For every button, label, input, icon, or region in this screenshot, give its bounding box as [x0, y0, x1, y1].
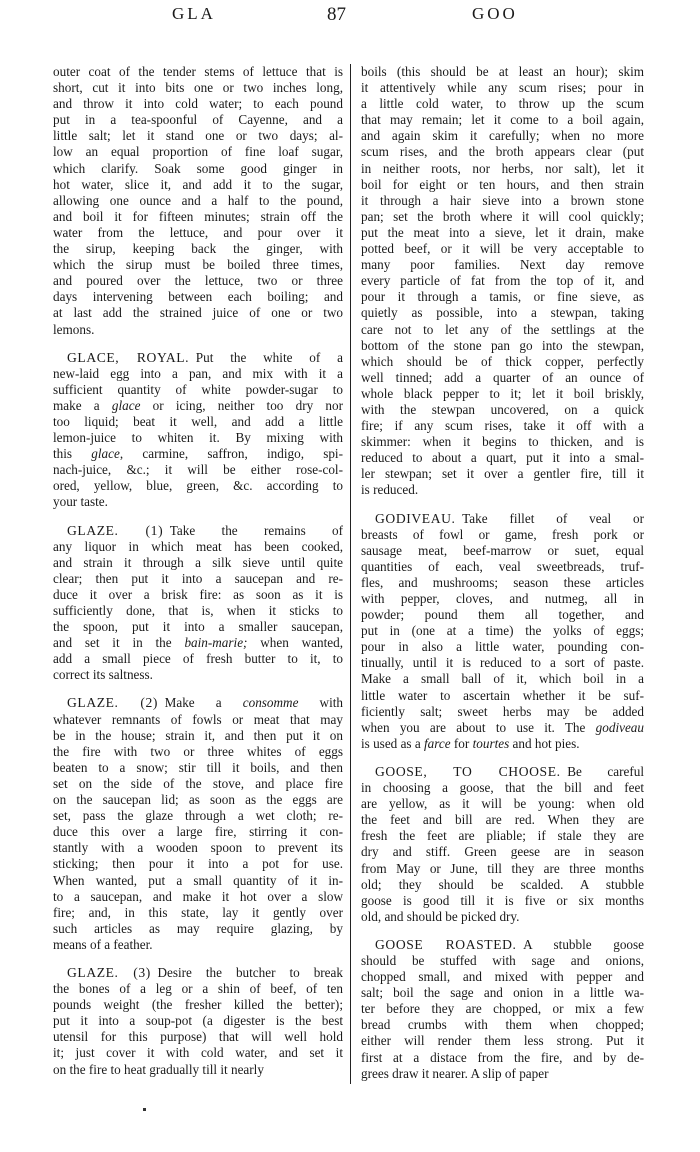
text-line: [361, 64, 644, 80]
line-text: every particle of fat from the top of it, and: [361, 273, 644, 289]
text-line: [361, 482, 644, 498]
text-line: [361, 177, 644, 193]
line-text: with pepper, cloves, and nutmeg, all in: [361, 591, 644, 606]
line-text: should be stuffed with sage and onions,: [361, 952, 644, 968]
text-line: [53, 667, 343, 683]
line-text: outer coat of the tender stems of lettuce that is: [53, 64, 343, 79]
text-line: [53, 728, 343, 744]
line-text: Put the white of a: [195, 349, 343, 365]
left-column: [53, 64, 343, 1090]
line-text: are yellow, as it will be young: when old: [361, 796, 644, 812]
line-text: low an equal proportion of fine loaf sugar,: [53, 144, 343, 160]
line-text: and strain it through a silk sieve until quite: [53, 554, 343, 570]
line-text: breasts of fowl or game, fresh pork or: [361, 526, 644, 542]
text-line: [53, 840, 343, 856]
text-line: [361, 450, 644, 466]
line-text: whole black pepper to it; let it boil briskly,: [361, 385, 644, 401]
line-text: from May or June, till they are three months: [361, 860, 644, 876]
text-line: [53, 873, 343, 889]
text-line: [361, 209, 644, 225]
line-text: the bones of a leg or a shin of beef, of ten: [53, 981, 343, 997]
line-text: beaten to a snow; stir till it boils, and then: [53, 759, 343, 775]
text-line: [53, 398, 343, 414]
text-line: [361, 969, 644, 985]
text-line: [53, 965, 343, 981]
text-line: [361, 402, 644, 418]
line-text: first at a distace from the fire, and by de-: [361, 1049, 644, 1065]
text-line: [361, 128, 644, 144]
text-line: [53, 921, 343, 937]
text-line: [53, 112, 343, 128]
line-text: set on the side of the stove, and place fire: [53, 775, 343, 791]
text-line: [53, 776, 343, 792]
line-text: Make a consomme with: [164, 695, 343, 711]
text-line: [361, 96, 644, 112]
line-text: a little cold water, to throw up the scum: [361, 96, 644, 112]
line-text: new-laid egg into a pan, and mix with it a: [53, 365, 343, 381]
line-text: and throw it into cold water; to each pound: [53, 96, 343, 112]
text-line: [53, 462, 343, 478]
text-line: [53, 1013, 343, 1029]
text-line: [361, 736, 644, 752]
line-text: days intervening between each boiling; and: [53, 289, 343, 305]
text-line: [53, 430, 343, 446]
text-line: [361, 764, 644, 780]
text-line: [53, 539, 343, 555]
line-text: to a saucepan, and make it hot over a slow: [53, 888, 343, 904]
line-text: Be careful: [567, 763, 644, 779]
line-text: bread crumbs with them when chopped;: [361, 1017, 644, 1033]
text-line: [361, 937, 644, 953]
text-line: [53, 981, 343, 997]
text-line: [361, 257, 644, 273]
text-line: [361, 844, 644, 860]
text-line: [361, 354, 644, 370]
text-line: [53, 571, 343, 587]
text-line: [361, 1066, 644, 1082]
line-text: and again skim it carefully; when no more: [361, 128, 644, 144]
text-line: [53, 177, 343, 193]
text-line: [361, 1017, 644, 1033]
text-line: [53, 257, 343, 273]
line-text: fles, and mushrooms; season these articles: [361, 574, 644, 590]
line-text: pan; set the broth where it will cool quickly;: [361, 208, 644, 224]
text-line: [53, 712, 343, 728]
text-line: [53, 1062, 343, 1078]
right-guide-word: GOO: [472, 4, 518, 23]
text-line: [361, 909, 644, 925]
right-column: [361, 64, 644, 1094]
text-line: [53, 96, 343, 112]
text-line: [361, 1033, 644, 1049]
text-line: [53, 997, 343, 1013]
text-line: [361, 812, 644, 828]
line-text: when you are about to use it. The godiveau: [361, 719, 644, 735]
line-text: powder; pound them all together, and: [361, 607, 644, 623]
left-guide-word: GLA: [172, 4, 216, 23]
line-text: with the stewpan uncovered, on a quick: [361, 401, 644, 417]
line-text: in neither roots, nor herbs, nor salt), let it: [361, 160, 644, 176]
text-line: [361, 575, 644, 591]
line-text: hot water, slice it, and add it to the sugar,: [53, 176, 343, 192]
recipe-entry: [361, 764, 644, 925]
text-line: [361, 861, 644, 877]
text-line: [53, 322, 343, 338]
text-line: [53, 905, 343, 921]
text-line: [53, 80, 343, 96]
text-line: [53, 144, 343, 160]
text-line: [361, 720, 644, 736]
text-line: [53, 494, 343, 510]
text-line: [361, 828, 644, 844]
text-line: [53, 128, 343, 144]
entry-heading: GLAZE. (3): [67, 964, 151, 980]
line-text: set, pass the glaze through a wet cloth; re-: [53, 808, 343, 824]
text-line: [53, 225, 343, 241]
line-text: reduced to about a quart, put it into a smal-: [361, 450, 644, 466]
line-text: add a small piece of fresh butter to it, to: [53, 651, 343, 667]
line-text: is reduced.: [361, 482, 419, 498]
line-text: bottom of the stone pan go into the stewpan,: [361, 337, 644, 353]
text-line: [53, 760, 343, 776]
line-text: allowing one ounce and a half to the pound,: [53, 192, 343, 208]
text-line: [361, 144, 644, 160]
line-text: utensil for this purpose) that will well hold: [53, 1029, 343, 1045]
text-line: [53, 414, 343, 430]
line-text: means of a feather.: [53, 936, 153, 952]
text-line: [361, 639, 644, 655]
line-text: quantities of each, veal sweetbreads, truf-: [361, 558, 644, 574]
text-line: [53, 289, 343, 305]
line-text: pour it through a tamis, or fine sieve, as: [361, 289, 644, 305]
text-line: [53, 446, 343, 462]
line-text: in choosing a goose, that the bill and feet: [361, 780, 644, 796]
recipe-entry: [361, 937, 644, 1082]
text-line: [361, 370, 644, 386]
line-text: lemons.: [53, 321, 95, 337]
line-text: correct its saltness.: [53, 667, 153, 683]
text-line: [361, 322, 644, 338]
line-text: dry and stiff. Green geese are in season: [361, 844, 644, 860]
line-text: Make a small ball of it, which boil in a: [361, 671, 644, 687]
text-line: [53, 161, 343, 177]
line-text: put in (one at a time) the yolks of eggs;: [361, 623, 644, 639]
line-text: it; just cover it with cold water, and set it: [53, 1045, 343, 1061]
line-text: stantly with a wooden spoon to prevent its: [53, 840, 343, 856]
line-text: the spoon, put it into a smaller saucepan,: [53, 619, 343, 635]
running-header: [0, 4, 700, 28]
text-line: [53, 651, 343, 667]
text-line: [53, 478, 343, 494]
line-text: sufficiently done, that is, when it sticks to: [53, 603, 343, 618]
line-text: grees draw it nearer. A slip of paper: [361, 1065, 549, 1081]
line-text: make a glace or icing, neither too dry nor: [53, 397, 343, 413]
line-text: ler stewpan; set it over a gentler fire, till it: [361, 466, 644, 482]
text-line: [53, 856, 343, 872]
text-line: [361, 543, 644, 559]
text-line: [361, 953, 644, 969]
line-text: ficiently salt; sweet herbs may be added: [361, 703, 644, 719]
text-line: [53, 808, 343, 824]
line-text: such articles as may require glazing, by: [53, 920, 343, 936]
line-text: little water to ascertain whether it be suf-: [361, 687, 644, 703]
line-text: it attentively while any scum rises; pour in: [361, 80, 644, 96]
line-text: nach-juice, &c.; it will be either rose-col-: [53, 462, 343, 478]
entry-heading: GOOSE, TO CHOOSE.: [375, 763, 561, 779]
line-text: duce it over a brisk fire: as soon as it is: [53, 586, 343, 602]
recipe-entry: [53, 695, 343, 953]
text-line: [53, 695, 343, 711]
text-line: [361, 225, 644, 241]
line-text: pour in also a little water, pounding con-: [361, 639, 644, 655]
text-line: [361, 386, 644, 402]
text-line: [53, 555, 343, 571]
text-line: [53, 792, 343, 808]
line-text: and boil it for fifteen minutes; strain off the: [53, 208, 343, 224]
text-line: [361, 338, 644, 354]
line-text: well tinned; add a quarter of an ounce of: [361, 369, 644, 385]
text-line: [361, 193, 644, 209]
text-line: [361, 305, 644, 321]
line-text: A stubble goose: [523, 936, 644, 952]
text-line: [53, 382, 343, 398]
line-text: the sirup, keeping back the ginger, with: [53, 241, 343, 257]
text-line: [361, 289, 644, 305]
text-line: [361, 434, 644, 450]
line-text: is used as a farce for tourtes and hot pies.: [361, 735, 580, 751]
line-text: old, and should be picked dry.: [361, 908, 520, 924]
line-text: fresh the feet are pliable; if stale they are: [361, 828, 644, 844]
column-divider: [350, 64, 351, 1084]
text-line: [361, 893, 644, 909]
text-line: [53, 603, 343, 619]
line-text: which should be of thick copper, perfectly: [361, 353, 644, 369]
line-text: Take the remains of: [169, 522, 343, 538]
line-text: scum rises, and the broth appears clear (put: [361, 144, 644, 160]
line-text: the feet and bill are red. When they are: [361, 812, 644, 828]
line-text: lemon-juice to whiten it. By mixing with: [53, 430, 343, 446]
line-text: quietly as possible, into a stewpan, taking: [361, 305, 644, 321]
line-text: little salt; let it stand one or two days; al-: [53, 128, 343, 144]
line-text: salt; boil the sage and onion in a little wa-: [361, 985, 644, 1001]
line-text: sufficient quantity of white powder-sugar to: [53, 381, 343, 397]
line-text: on the saucepan lid; as soon as the eggs are: [53, 792, 343, 808]
line-text: many poor families. Next day remove: [361, 257, 644, 273]
text-line: [361, 1001, 644, 1017]
line-text: which clarify. Soak some good ginger in: [53, 160, 343, 176]
text-line: [361, 623, 644, 639]
line-text: old; they should be scalded. A stubble: [361, 876, 644, 892]
line-text: that may remain; let it come to a boil again,: [361, 112, 644, 128]
line-text: short, cut it into bits one or two inches long,: [53, 80, 343, 96]
text-line: [361, 796, 644, 812]
text-line: [361, 985, 644, 1001]
line-text: Take fillet of veal or: [462, 510, 644, 526]
text-line: [361, 655, 644, 671]
line-text: ter before they are chopped, or mix a few: [361, 1001, 644, 1017]
text-line: [53, 523, 343, 539]
text-line: [361, 241, 644, 257]
line-text: which the sirup must be boiled three times,: [53, 257, 343, 273]
text-line: [53, 587, 343, 603]
entry-heading: GLAZE. (1): [67, 522, 164, 538]
line-text: tinually, until it is reduced to a sort of paste.: [361, 655, 644, 671]
entry-heading: GLACE, ROYAL.: [67, 349, 190, 365]
text-line: [53, 350, 343, 366]
recipe-entry: [361, 511, 644, 752]
text-line: [53, 619, 343, 635]
text-line: [53, 1029, 343, 1045]
continued-text: [53, 64, 343, 338]
line-text: fire; if any scum rises, take it off with a: [361, 418, 644, 434]
entry-heading: GOOSE ROASTED.: [375, 936, 517, 952]
text-line: [53, 64, 343, 80]
entry-heading: GLAZE. (2): [67, 695, 159, 711]
text-line: [53, 937, 343, 953]
line-text: chopped small, and mixed with pepper and: [361, 969, 644, 985]
text-line: [361, 607, 644, 623]
line-text: Desire the butcher to break: [157, 964, 343, 980]
continued-text: [361, 64, 644, 499]
line-text: on the fire to heat gradually till it nearly: [53, 1061, 264, 1077]
line-text: fire; and, in this state, lay it gently over: [53, 904, 343, 920]
text-line: [361, 527, 644, 543]
text-line: [53, 273, 343, 289]
line-text: sticking; then pour it into a pot for use.: [53, 856, 343, 872]
line-text: boils (this should be at least an hour); skim: [361, 64, 644, 79]
line-text: any liquor in which meat has been cooked,: [53, 538, 343, 554]
text-line: [53, 635, 343, 651]
line-text: at last add the strained juice of one or two: [53, 305, 343, 321]
text-line: [361, 161, 644, 177]
line-text: either will render them less strong. Put it: [361, 1033, 644, 1049]
text-line: [53, 241, 343, 257]
line-text: and poured over the lettuce, two or three: [53, 273, 343, 289]
line-text: put it into a soup-pot (a digester is the best: [53, 1013, 343, 1029]
line-text: whatever remnants of fowls or meat that may: [53, 711, 343, 727]
recipe-entry: [53, 523, 343, 684]
text-line: [53, 193, 343, 209]
recipe-entry: [53, 965, 343, 1078]
line-text: potted beef, or it will be very acceptable to: [361, 241, 644, 257]
line-text: duce this over a large fire, stirring it con-: [53, 824, 343, 840]
text-line: [53, 366, 343, 382]
line-text: clear; then put it into a saucepan and re-: [53, 570, 343, 586]
text-line: [361, 466, 644, 482]
text-line: [361, 511, 644, 527]
page-number: 87: [327, 4, 346, 25]
line-text: sausage meat, beef-marrow or suet, equal: [361, 542, 644, 558]
line-text: be in the house; strain it, and then put it on: [53, 727, 343, 743]
text-line: [361, 273, 644, 289]
line-text: skimmer: when it begins to thicken, and is: [361, 434, 644, 450]
text-line: [361, 418, 644, 434]
text-line: [361, 688, 644, 704]
entry-heading: GODIVEAU.: [375, 510, 456, 526]
line-text: water from the lettuce, and pour over it: [53, 224, 343, 240]
line-text: and set it in the bain-marie; when wanted,: [53, 635, 343, 651]
text-line: [361, 112, 644, 128]
line-text: goose is good till it is five or six months: [361, 892, 644, 908]
text-line: [53, 209, 343, 225]
line-text: put in a tea-spoonful of Cayenne, and a: [53, 112, 343, 128]
text-line: [361, 704, 644, 720]
print-speck: [143, 1108, 146, 1111]
text-line: [361, 1050, 644, 1066]
line-text: this glace, carmine, saffron, indigo, spi-: [53, 446, 343, 462]
text-line: [53, 889, 343, 905]
line-text: ored, yellow, blue, green, &c. according to: [53, 478, 343, 494]
text-line: [53, 744, 343, 760]
line-text: it through a hair sieve into a brown stone: [361, 192, 644, 208]
line-text: put the meat into a sieve, let it drain, make: [361, 224, 644, 240]
text-line: [53, 824, 343, 840]
text-line: [361, 591, 644, 607]
recipe-entry: [53, 350, 343, 511]
text-line: [361, 780, 644, 796]
text-line: [361, 671, 644, 687]
line-text: the fire with two or three whites of eggs: [53, 743, 343, 759]
line-text: care not to let any of the settlings at the: [361, 321, 644, 337]
line-text: too liquid; beat it well, and add a little: [53, 413, 343, 429]
line-text: your taste.: [53, 494, 108, 510]
text-line: [53, 305, 343, 321]
line-text: pounds weight (the fresher killed the better);: [53, 997, 343, 1013]
text-line: [53, 1045, 343, 1061]
text-line: [361, 877, 644, 893]
text-line: [361, 80, 644, 96]
text-line: [361, 559, 644, 575]
line-text: boil for eight or ten hours, and then strain: [361, 176, 644, 192]
line-text: When wanted, put a small quantity of it in-: [53, 872, 343, 888]
